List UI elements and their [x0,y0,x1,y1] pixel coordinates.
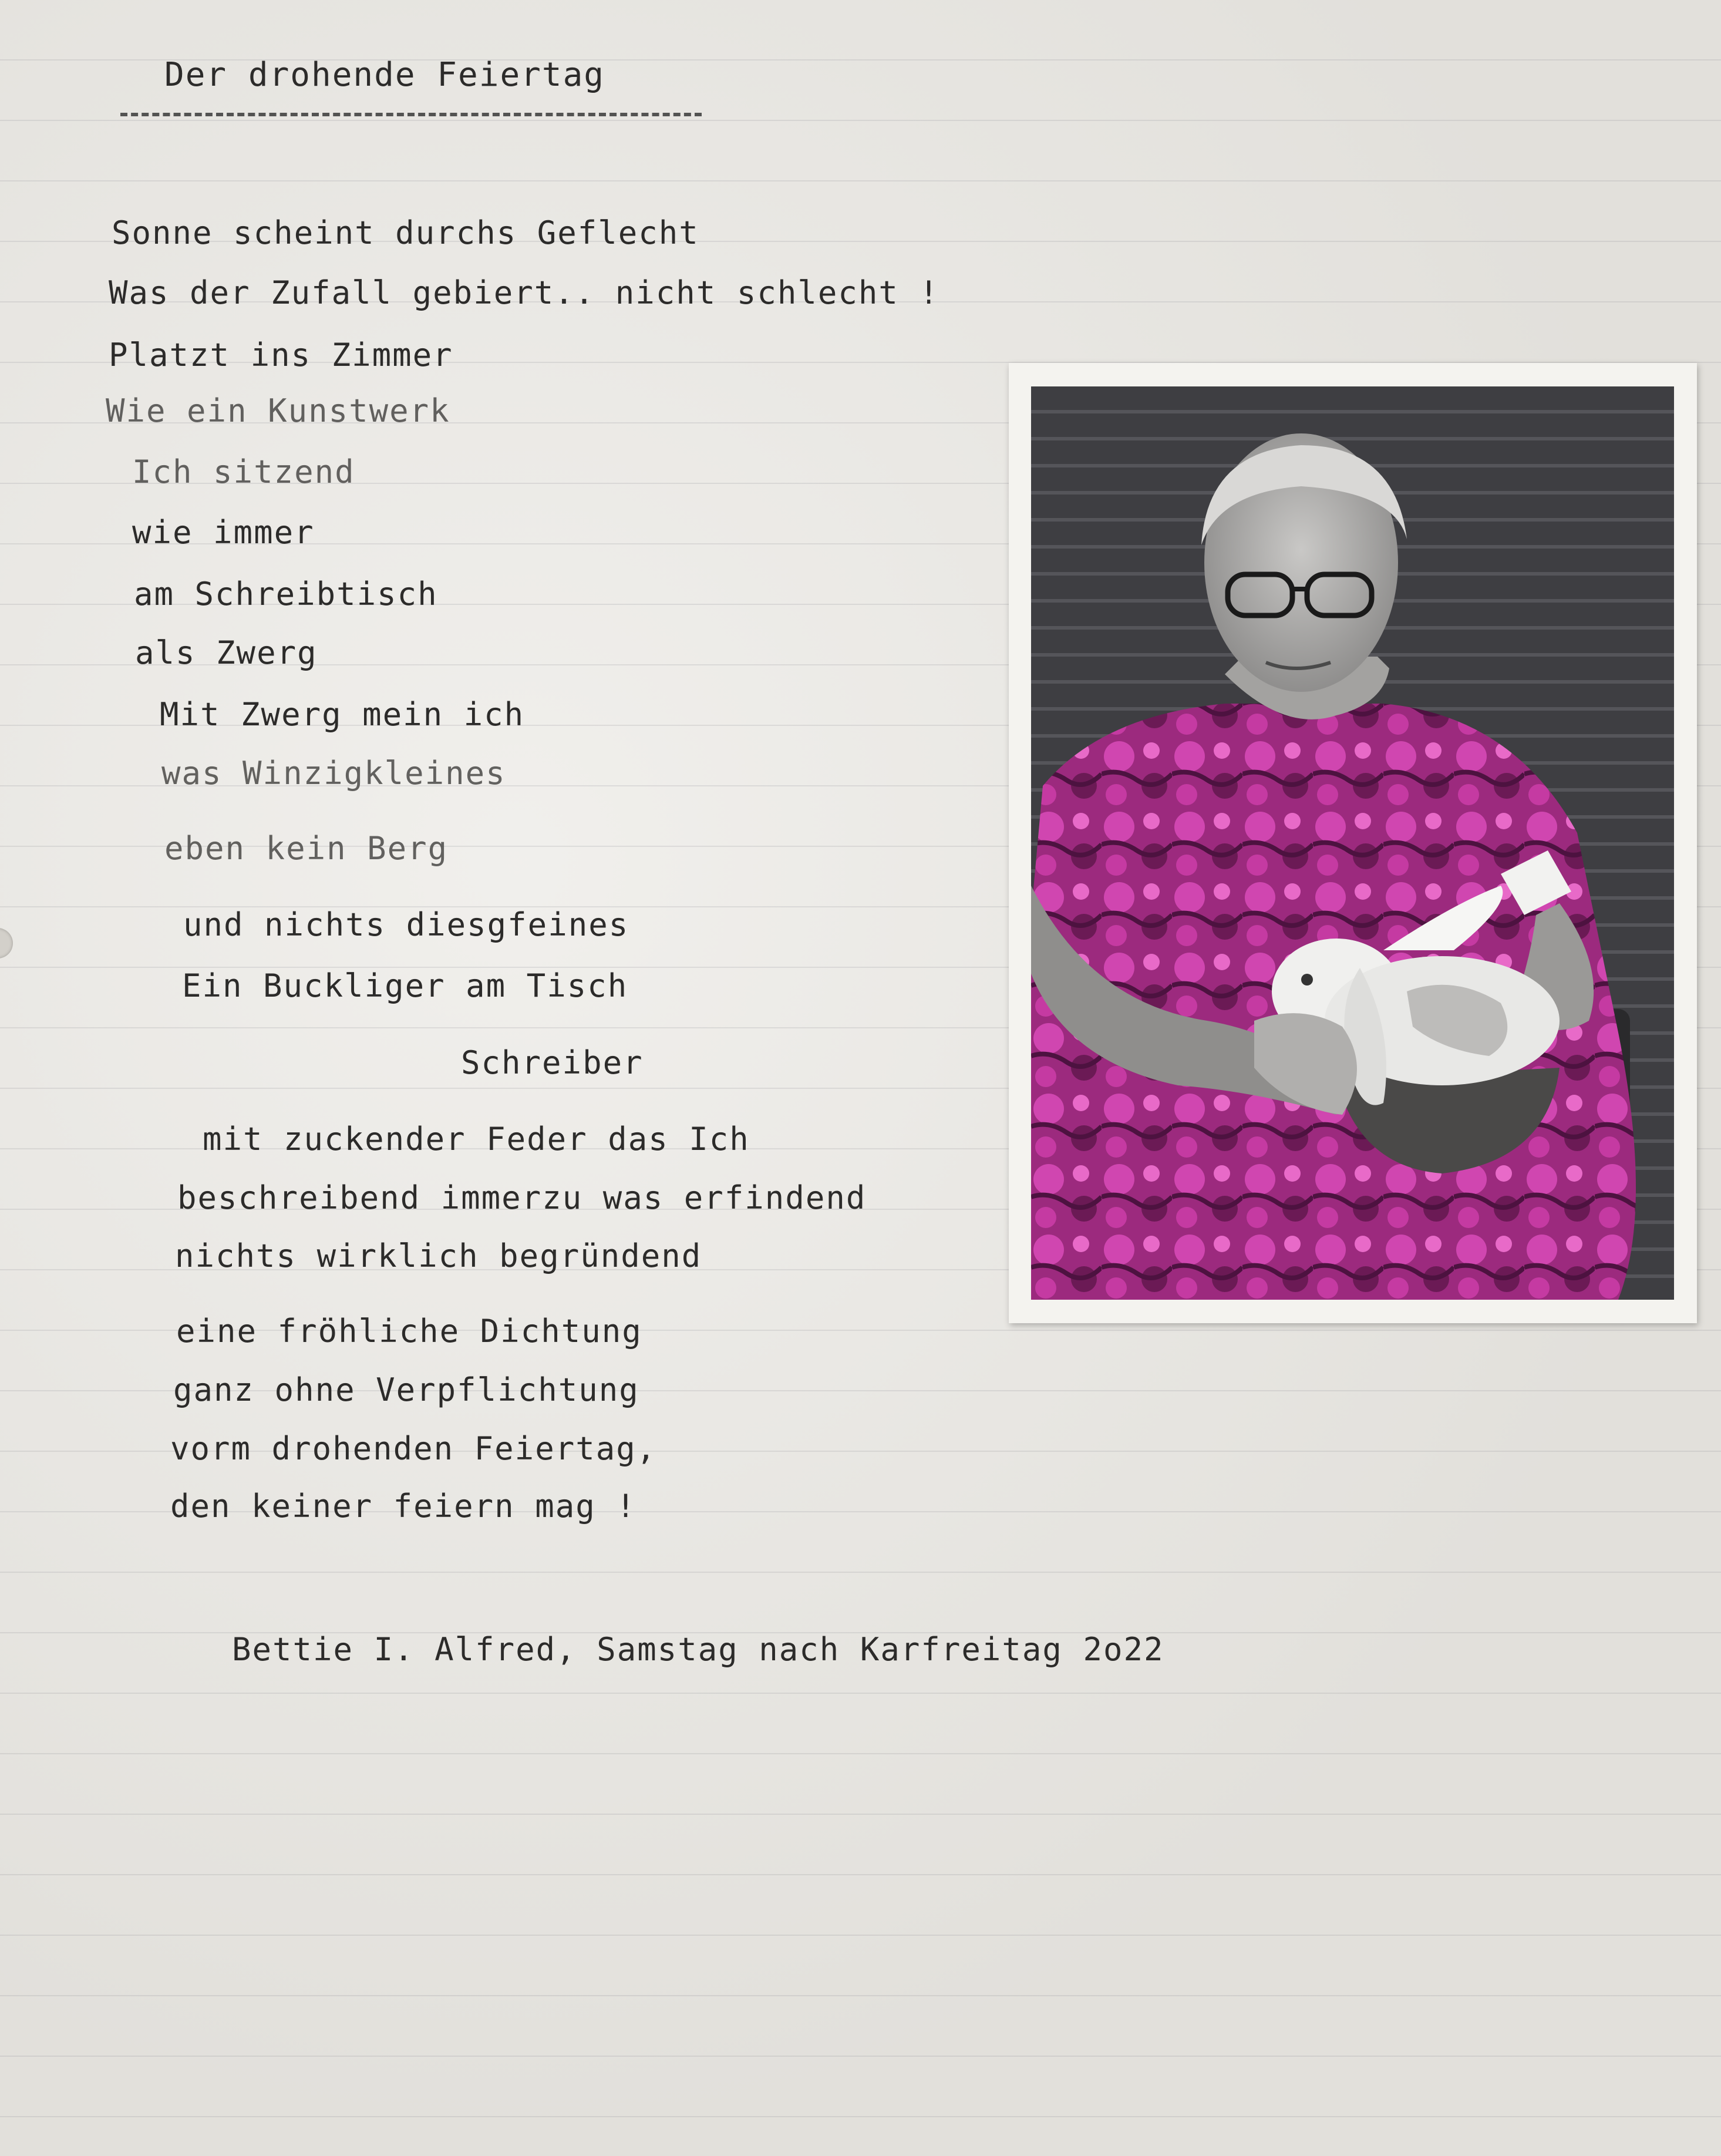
woman-with-rabbit-illustration [1031,386,1674,1300]
poem-line: was Winzigkleines [161,755,506,792]
poem-line: eben kein Berg [164,830,449,867]
poem-line: Sonne scheint durchs Geflecht [112,214,699,251]
poem-line: Platzt ins Zimmer [109,337,453,374]
poem-line: ganz ohne Verpflichtung [173,1371,639,1408]
poem-line: den keiner feiern mag ! [170,1488,636,1525]
poem-line: am Schreibtisch [134,576,438,613]
poem-line: als Zwerg [135,634,318,671]
poem-line: nichts wirklich begründend [175,1237,702,1274]
poem-line: und nichts diesgfeines [183,906,629,943]
poem-line: Ich sitzend [132,453,355,490]
poem-line: mit zuckender Feder das Ich [203,1121,750,1158]
poem-line: eine fröhliche Dichtung [176,1313,642,1350]
signature-line: Bettie I. Alfred, Samstag nach Karfreitag 2o22 [232,1631,1164,1668]
poem-line: Mit Zwerg mein ich [160,696,525,733]
poem-line: Ein Buckliger am Tisch [182,967,628,1004]
poem-line: Schreiber [461,1044,644,1081]
poem-line: Was der Zufall gebiert.. nicht schlecht ! [109,274,939,311]
punch-hole [0,928,13,958]
poem-line: beschreibend immerzu was erfindend [177,1179,867,1216]
title-underline [120,113,702,116]
poem-title: Der drohende Feiertag [164,56,605,94]
photo-image [1031,386,1674,1300]
poem-line: wie immer [132,514,315,551]
poem-line: Wie ein Kunstwerk [106,392,450,429]
pasted-photo [1009,363,1697,1323]
poem-line: vorm drohenden Feiertag, [170,1430,657,1467]
